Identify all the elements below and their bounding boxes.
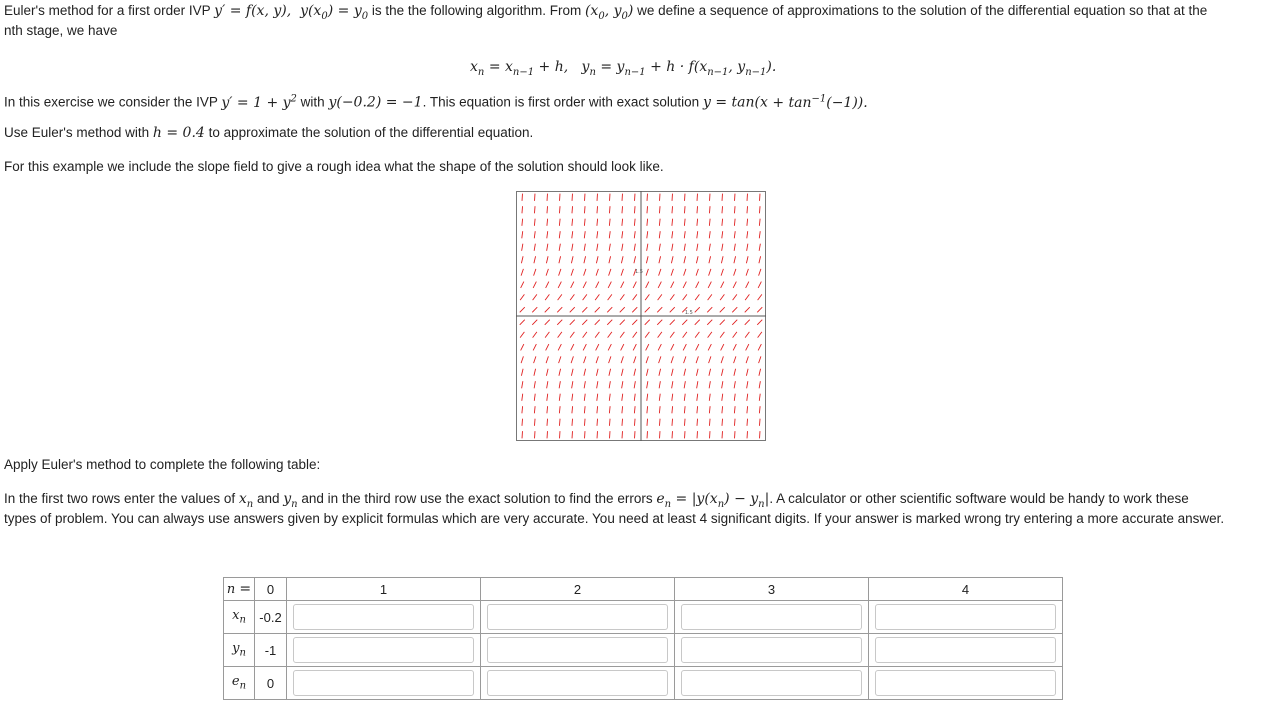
- x3-input[interactable]: [681, 604, 862, 630]
- slope-segment: [609, 206, 610, 213]
- slope-segment: [622, 206, 623, 213]
- slope-segment: [759, 206, 760, 213]
- intro-line-2: nth stage, we have: [4, 23, 118, 38]
- e2-input[interactable]: [487, 670, 668, 696]
- y2-input[interactable]: [487, 637, 668, 663]
- slope-field-plot: [516, 191, 766, 441]
- step-line: Use Euler's method with h = 0.4 to approximate the solution of the differential equation.: [4, 125, 534, 141]
- e0-value: 0: [255, 667, 287, 700]
- exact-solution: $y = \tan(x + \tan^{-1}(-1))$.: [702, 93, 868, 111]
- y4-input[interactable]: [875, 637, 1056, 663]
- header-col-4: 4: [869, 578, 1063, 601]
- header-col-0: 0: [255, 578, 287, 601]
- slope-field-note: For this example we include the slope field to give a rough idea what the shape of the solution should look like.: [4, 159, 664, 174]
- slope-segment: [697, 419, 698, 426]
- slope-segment: [709, 206, 710, 213]
- slope-segment: [747, 419, 748, 426]
- initial-point: ($x_0$, $y_0$): [584, 3, 634, 22]
- y-label: $y_n$: [224, 634, 255, 667]
- x-label: $x_n$: [224, 601, 255, 634]
- e-label: $e_n$: [224, 667, 255, 700]
- slope-segment: [572, 419, 573, 426]
- header-col-1: 1: [287, 578, 481, 601]
- e-row: [224, 667, 1063, 700]
- slope-segment: [559, 206, 560, 213]
- step-size: h = 0.4: [152, 125, 205, 141]
- e1-input[interactable]: [293, 670, 474, 696]
- slope-segment: [684, 206, 685, 213]
- slope-segment: [609, 419, 610, 426]
- x0-value: -0.2: [255, 601, 287, 634]
- slope-segment: [559, 419, 560, 426]
- slope-segment: [672, 419, 673, 426]
- y1-input[interactable]: [293, 637, 474, 663]
- slope-segment: [734, 206, 735, 213]
- slope-segment: [722, 419, 723, 426]
- euler-table: [223, 577, 1063, 700]
- slope-segment: [672, 206, 673, 213]
- ode: $y' = 1 + y^2$: [221, 93, 297, 111]
- y0-value: -1: [255, 634, 287, 667]
- header-col-2: 2: [481, 578, 675, 601]
- slope-segment: [709, 419, 710, 426]
- e4-input[interactable]: [875, 670, 1056, 696]
- slope-segment: [597, 206, 598, 213]
- slope-segment: [584, 419, 585, 426]
- y3-input[interactable]: [681, 637, 862, 663]
- slope-segment: [697, 206, 698, 213]
- slope-segment: [572, 206, 573, 213]
- y-row: [224, 634, 1063, 667]
- axis-tick-label-x: 1.5: [684, 310, 693, 316]
- slope-segment: [597, 419, 598, 426]
- header-col-3: 3: [675, 578, 869, 601]
- axis-tick-label-y: 1.5: [635, 269, 643, 276]
- error-formula: $e_n = |y(x_n) - y_n|$: [656, 491, 770, 510]
- apply-instruction: Apply Euler's method to complete the following table:: [4, 457, 321, 472]
- x1-input[interactable]: [293, 604, 474, 630]
- slope-segment: [522, 206, 523, 213]
- slope-segment: [759, 419, 760, 426]
- instructions-line-2: types of problem. You can always use answers given by explicit formulas which are very accurate. You need at least 4 significant digits. If your answer is marked wrong try entering a more accurate answer.: [4, 511, 1225, 526]
- x4-input[interactable]: [875, 604, 1056, 630]
- slope-segment: [734, 419, 735, 426]
- header-row: [224, 578, 1063, 601]
- x2-input[interactable]: [487, 604, 668, 630]
- instructions-line-1: In the first two rows enter the values of $x_n$ and $y_n$ and in the third row use the exact solution to find the errors $e_n = |y(x_n) - y_n|$. A calculator or other scientific software would be handy to work these: [4, 491, 1189, 510]
- slope-segment: [547, 419, 548, 426]
- slope-segment: [634, 419, 635, 426]
- initial-condition: y(−0.2) = −1: [328, 94, 423, 111]
- slope-segment: [684, 419, 685, 426]
- slope-segment: [722, 206, 723, 213]
- slope-segment: [747, 206, 748, 213]
- slope-segment: [622, 419, 623, 426]
- slope-segment: [584, 206, 585, 213]
- exercise-line: In this exercise we consider the IVP $y' = 1 + y^2$ with y(−0.2) = −1. This equation is first order with exact solution $y = \tan(x + \tan^{-1}(-1))$.: [4, 93, 868, 111]
- ivp-formula: y′ = f(x, y), $y(x_0) = y_0$: [214, 3, 369, 22]
- slope-segment: [534, 419, 535, 426]
- intro-line-1: Euler's method for a first order IVP y′ = f(x, y), $y(x_0) = y_0$ is the the following algorithm. From ($x_0$, $y_0$) we define a sequence of approximations to the solution of the differential equation so that at the: [4, 3, 1208, 22]
- euler-formula: $x_n = x_{n-1} + h$, $y_n = y_{n-1} + h \cdot f(x_{n-1}$, $y_{n-1}$).: [470, 59, 777, 78]
- slope-segment: [647, 419, 648, 426]
- slope-segment: [534, 206, 535, 213]
- slope-segment: [634, 206, 635, 213]
- slope-segment: [659, 419, 660, 426]
- n-label: n =: [224, 578, 255, 601]
- slope-segment: [522, 419, 523, 426]
- e3-input[interactable]: [681, 670, 862, 696]
- slope-segment: [659, 206, 660, 213]
- slope-segment: [547, 206, 548, 213]
- x-row: [224, 601, 1063, 634]
- slope-segment: [647, 206, 648, 213]
